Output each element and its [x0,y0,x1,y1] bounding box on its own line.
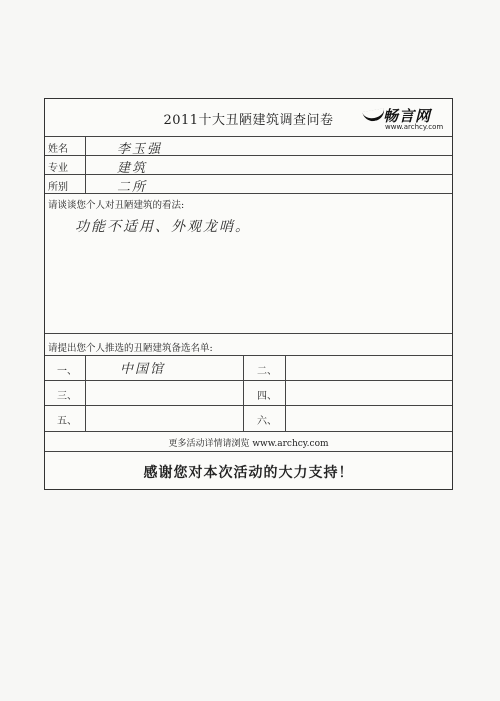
survey-form [44,98,453,490]
nomination-num: 五、 [57,416,77,427]
nomination-row [45,356,452,381]
archcy-logo [361,105,445,133]
nomination-row [45,381,452,406]
major-label: 专业 [48,163,68,174]
title-row [45,99,452,137]
thanks-row [45,452,452,490]
nomination-num: 三、 [57,391,77,402]
dept-row [45,175,452,194]
name-row [45,137,452,156]
nomination-num: 六、 [257,416,277,427]
name-label: 姓名 [48,144,68,155]
nomination-prompt-row [45,334,452,356]
nomination-num: 一、 [57,366,77,377]
dept-value[interactable]: 二所 [117,180,148,195]
more-info-row [45,432,452,452]
more-info-text: 更多活动详情请浏览 www.archcy.com [168,439,329,449]
logo-url: www.archcy.com [385,123,444,131]
name-value[interactable]: 李玉强 [117,142,163,157]
nomination-value[interactable]: 中国馆 [120,362,166,377]
dept-label: 所别 [48,182,68,193]
logo-text: 畅言网 [383,107,432,125]
nomination-num: 四、 [257,391,277,402]
opinion-section [45,194,452,334]
nomination-grid [45,356,452,432]
nomination-num: 二、 [257,366,277,377]
form-title: 2011十大丑陋建筑调查问卷 [163,113,334,128]
opinion-answer[interactable]: 功能不适用、外观龙哨。 [75,219,251,235]
thanks-text: 感谢您对本次活动的大力支持！ [143,465,354,481]
major-row [45,156,452,175]
nomination-row [45,406,452,432]
nomination-prompt: 请提出您个人推选的丑陋建筑备选名单: [48,343,213,354]
opinion-prompt: 请谈谈您个人对丑陋建筑的看法: [48,200,185,211]
major-value[interactable]: 建筑 [117,161,148,176]
